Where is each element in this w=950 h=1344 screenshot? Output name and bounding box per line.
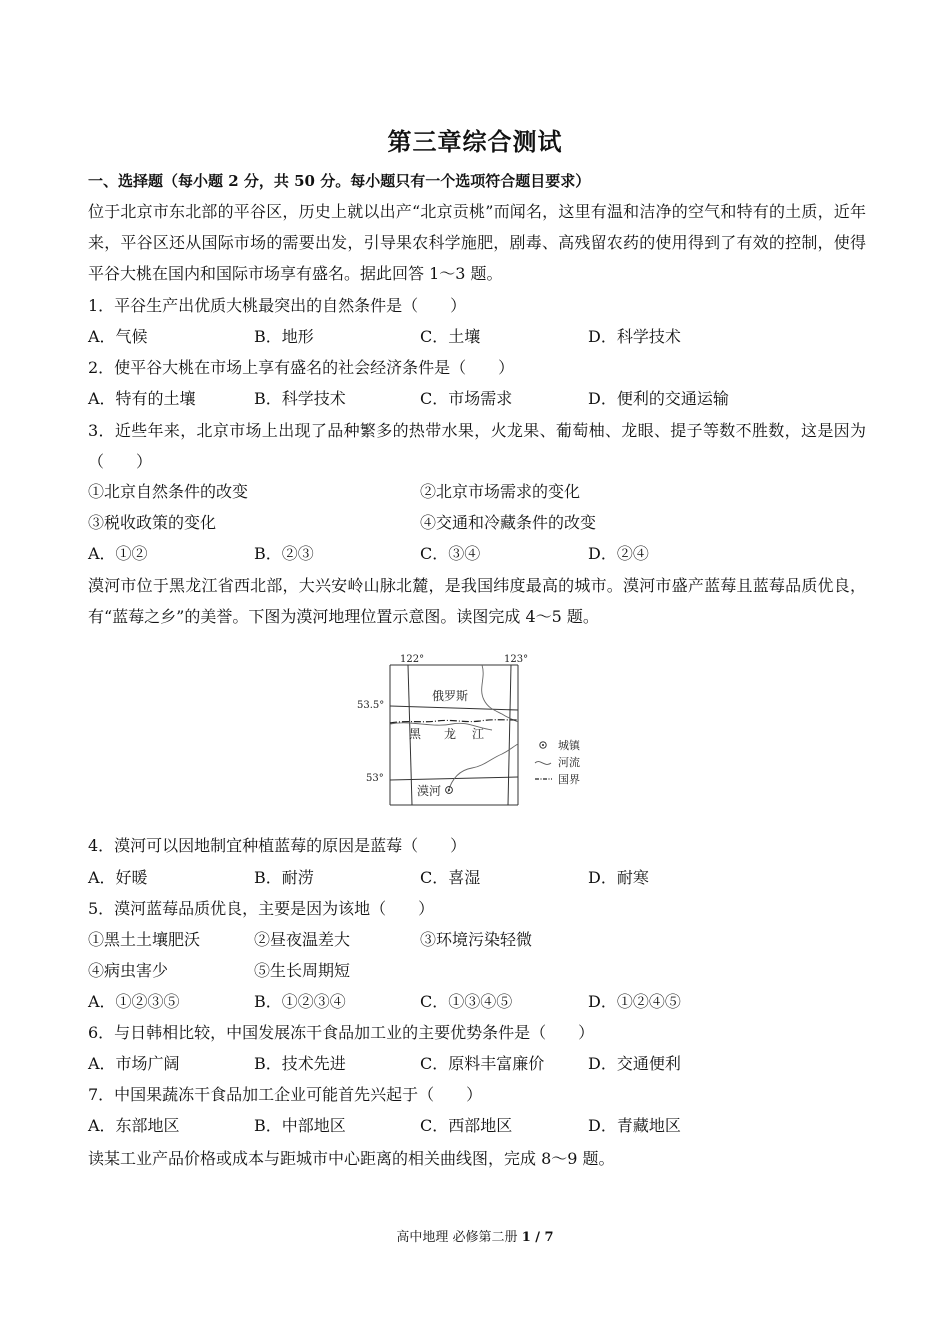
question-1-option-a: A．气候 (88, 327, 148, 346)
question-3-stem: 3．近些年来，北京市场上出现了品种繁多的热带水果，火龙果、葡萄柚、龙眼、提子等数不胜数，这是因为（ ） (88, 421, 866, 471)
question-4-option-b: B．耐涝 (254, 868, 314, 887)
question-5-item-1: ①黑土土壤肥沃 (88, 930, 201, 949)
question-4-option-d: D．耐寒 (588, 868, 649, 887)
question-6-option-a: A．市场广阔 (88, 1054, 180, 1073)
legend-border-label: 国界 (558, 773, 580, 786)
question-1-option-c: C．土壤 (420, 327, 481, 346)
question-1-stem: 1．平谷生产出优质大桃最突出的自然条件是（ ） (88, 296, 467, 315)
question-2-option-c: C．市场需求 (420, 389, 513, 408)
legend-river-icon (535, 762, 551, 765)
question-7-stem: 7．中国果蔬冻干食品加工企业可能首先兴起于（ ） (88, 1085, 483, 1104)
question-3-item-1: ①北京自然条件的改变 (88, 482, 249, 501)
question-5-item-4: ④病虫害少 (88, 961, 169, 980)
question-3-option-a: A．①② (88, 544, 148, 563)
question-6-option-c: C．原料丰富廉价 (420, 1054, 545, 1073)
russia-label: 俄罗斯 (432, 689, 469, 703)
question-2-option-b: B．科学技术 (254, 389, 346, 408)
section-heading: 一、选择题（每小题 2 分，共 50 分。每小题只有一个选项符合题目要求） (88, 172, 591, 190)
question-6-stem: 6．与日韩相比较，中国发展冻干食品加工业的主要优势条件是（ ） (88, 1023, 595, 1042)
long-label: 龙 (444, 727, 457, 741)
question-7-option-c: C．西部地区 (420, 1116, 513, 1135)
question-5-item-5: ⑤生长周期短 (254, 961, 351, 980)
question-3-option-b: B．②③ (254, 544, 314, 563)
question-6-option-d: D．交通便利 (588, 1054, 681, 1073)
question-1-option-d: D．科学技术 (588, 327, 681, 346)
legend-town-label: 城镇 (558, 739, 580, 752)
meridian-123 (508, 665, 511, 805)
question-4-option-a: A．好暖 (88, 868, 148, 887)
question-6-option-b: B．技术先进 (254, 1054, 346, 1073)
intro-paragraph-2: 漠河市位于黑龙江省西北部，大兴安岭山脉北麓，是我国纬度最高的城市。漠河市盛产蓝莓且蓝莓品质优良，有“蓝莓之乡”的美誉。下图为漠河地理位置示意图。读图完成 4～5 题。 (88, 576, 866, 626)
question-3-option-d: D．②④ (588, 544, 649, 563)
latitude-53-5-label: 53.5° (357, 700, 385, 711)
question-3-option-c: C．③④ (420, 544, 481, 563)
question-4-option-c: C．喜湿 (420, 868, 481, 887)
question-5-option-a: A．①②③⑤ (88, 992, 180, 1011)
question-4-stem: 4．漠河可以因地制宜种植蓝莓的原因是蓝莓（ ） (88, 836, 467, 855)
question-3-item-2: ②北京市场需求的变化 (420, 482, 581, 501)
longitude-122-label: 122° (400, 654, 425, 665)
mohe-location-map (352, 650, 602, 810)
question-5-option-b: B．①②③④ (254, 992, 346, 1011)
question-2-option-a: A．特有的土壤 (88, 389, 196, 408)
question-5-item-3: ③环境污染轻微 (420, 930, 533, 949)
intro-paragraph-3: 读某工业产品价格或成本与距城市中心距离的相关曲线图，完成 8～9 题。 (88, 1149, 615, 1168)
river-south (448, 744, 518, 792)
question-3-item-4: ④交通和冷藏条件的改变 (420, 513, 597, 532)
question-3-item-3: ③税收政策的变化 (88, 513, 217, 532)
question-7-option-a: A．东部地区 (88, 1116, 180, 1135)
footer-subject: 高中地理 必修第二册 (396, 1230, 518, 1245)
question-5-item-2: ②昼夜温差大 (254, 930, 351, 949)
latitude-53-label: 53° (366, 773, 384, 784)
hei-label: 黑 (409, 727, 422, 741)
page-footer (0, 1226, 950, 1245)
question-1-option-b: B．地形 (254, 327, 314, 346)
question-5-option-d: D．①②④⑤ (588, 992, 681, 1011)
legend-river-label: 河流 (558, 756, 580, 769)
question-7-option-d: D．青藏地区 (588, 1116, 681, 1135)
question-7-option-b: B．中部地区 (254, 1116, 346, 1135)
jiang-label: 江 (472, 727, 485, 741)
question-5-option-c: C．①③④⑤ (420, 992, 513, 1011)
river-north (482, 665, 518, 722)
page-title: 第三章综合测试 (387, 127, 563, 156)
footer-page-number: 1 / 7 (521, 1230, 554, 1245)
longitude-123-label: 123° (504, 654, 529, 665)
intro-paragraph-1: 位于北京市东北部的平谷区，历史上就以出产“北京贡桃”而闻名，这里有温和洁净的空气和特有的土质，近年来，平谷区还从国际市场的需要出发，引导果农科学施肥，剧毒、高残留农药的使用得到了有效的控制，使得平谷大桃在国内和国际市场享有盛名。据此回答 1～3 题。 (88, 202, 866, 283)
question-2-option-d: D．便利的交通运输 (588, 389, 729, 408)
mohe-label: 漠河 (417, 784, 442, 798)
map-legend (535, 738, 581, 786)
question-2-stem: 2．使平谷大桃在市场上享有盛名的社会经济条件是（ ） (88, 358, 515, 377)
question-5-stem: 5．漠河蓝莓品质优良，主要是因为该地（ ） (88, 899, 435, 918)
